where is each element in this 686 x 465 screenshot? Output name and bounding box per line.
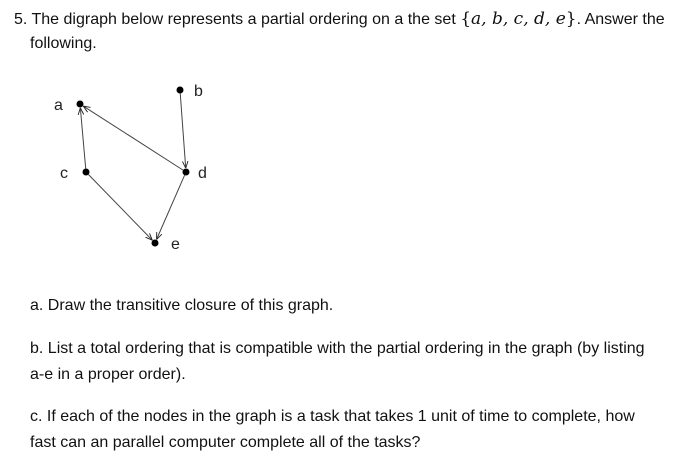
- node-d: [183, 169, 190, 176]
- edge-d-to-e: [157, 175, 185, 239]
- edge-c-to-e: [88, 175, 151, 240]
- node-label-c: c: [60, 165, 68, 182]
- part-c-line-1: c. If each of the nodes in the graph is a task that takes 1 unit of time to complete, how: [30, 408, 635, 425]
- question-line-2: following.: [30, 35, 97, 52]
- node-e: [152, 240, 159, 247]
- question-prefix: 5. The digraph below represents a partial ordering on a the set: [14, 11, 456, 28]
- node-label-e: e: [171, 236, 180, 253]
- node-label-b: b: [194, 83, 203, 100]
- edge-c-to-a: [80, 108, 85, 168]
- node-a: [77, 101, 84, 108]
- part-b-line-1: b. List a total ordering that is compatible with the partial ordering in the graph (by listing: [30, 340, 645, 357]
- edge-d-to-a: [84, 106, 183, 170]
- node-label-a: a: [54, 97, 63, 114]
- set-notation: {a, b, c, d, e}: [460, 9, 577, 29]
- question-suffix: . Answer the: [576, 11, 665, 28]
- node-label-d: d: [198, 165, 207, 182]
- edge-b-to-d: [180, 93, 185, 167]
- part-c-line-2: fast can an parallel computer complete all of the tasks?: [30, 434, 421, 451]
- part-b-line-2: a-e in a proper order).: [30, 366, 186, 383]
- part-a: a. Draw the transitive closure of this graph.: [30, 297, 334, 314]
- node-c: [83, 169, 90, 176]
- node-b: [177, 87, 184, 94]
